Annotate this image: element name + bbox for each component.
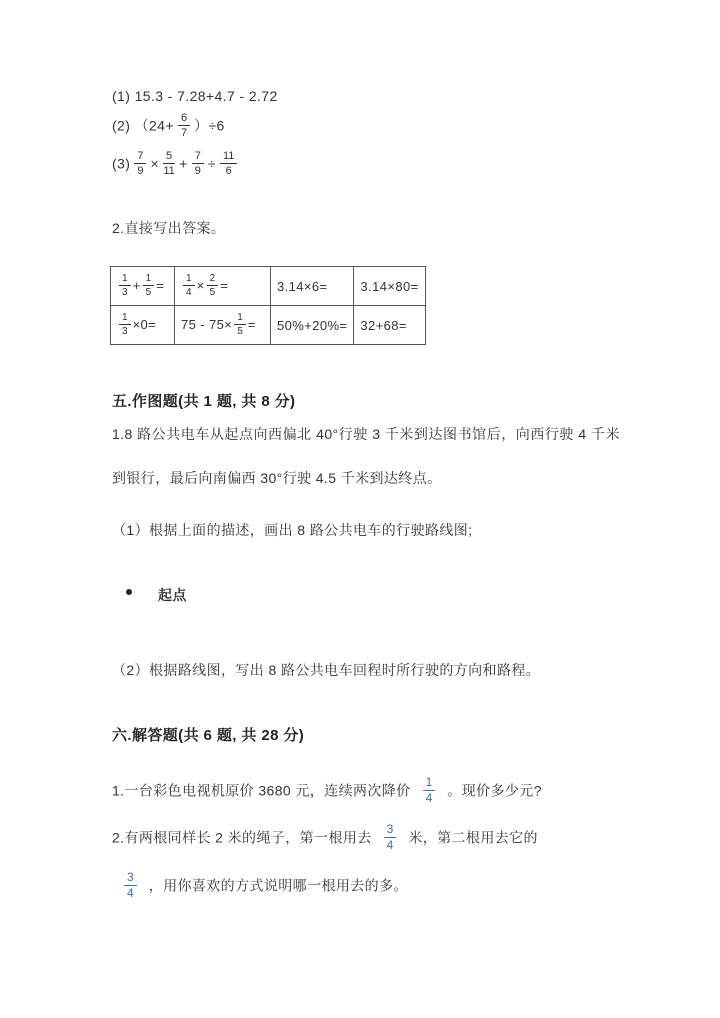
section6-heading (112, 724, 304, 745)
fraction (384, 823, 397, 852)
direct-answer-heading (112, 218, 225, 238)
fraction-denominator: 5 (209, 286, 216, 298)
fraction-numerator: 5 (163, 150, 175, 164)
fraction-denominator: 11 (163, 165, 175, 178)
fraction-numerator: 1 (143, 273, 155, 286)
fraction-numerator: 1 (119, 312, 131, 325)
fraction-denominator: 7 (180, 127, 188, 140)
fraction (207, 273, 219, 298)
fraction-numerator: 2 (207, 273, 219, 286)
fraction-numerator: 1 (183, 273, 195, 286)
fraction-denominator: 5 (145, 286, 152, 298)
table-row (111, 306, 426, 345)
table-cell-text: 3.14×80= (360, 278, 419, 294)
calc-problem-2-pre: (2) （24+ (112, 117, 174, 134)
calc-problem-2-post: ）÷6 (194, 117, 225, 134)
problem-rope-line2 (112, 872, 408, 901)
problem-tv-pre: 1.一台彩色电视机原价 3680 元，连续两次降价 (112, 782, 411, 799)
start-point (126, 585, 187, 605)
calc-problem-3 (112, 151, 241, 178)
fraction-denominator: 9 (137, 165, 144, 178)
start-point-label: 起点 (158, 587, 187, 603)
fraction-numerator: 3 (384, 823, 397, 838)
fraction-denominator: 3 (122, 286, 128, 298)
calc-problem-1-text: (1) 15.3 - 7.28+4.7 - 2.72 (112, 88, 278, 104)
fraction-denominator: 4 (186, 286, 192, 298)
problem-tv (112, 777, 542, 806)
answer-table (110, 266, 426, 345)
table-cell (354, 306, 425, 345)
fraction (163, 150, 175, 177)
fraction-denominator: 9 (194, 165, 201, 178)
fraction-numerator: 1 (423, 776, 436, 791)
fraction-denominator: 4 (386, 838, 394, 853)
fraction-numerator: 11 (220, 150, 237, 164)
fraction-numerator: 7 (192, 150, 204, 164)
equals-sign: = (156, 277, 165, 293)
section6-heading-text: 六.解答题(共 6 题, 共 28 分) (112, 727, 305, 744)
start-point-dot-icon (126, 589, 132, 595)
fraction (178, 112, 190, 139)
equals-sign: = (247, 316, 256, 332)
operator: × (150, 155, 160, 172)
operator: ÷ (207, 155, 216, 172)
fraction-denominator: 4 (127, 886, 134, 901)
fraction (192, 150, 204, 177)
fraction-denominator: 3 (122, 325, 128, 337)
fraction (234, 312, 246, 337)
equals-sign: = (220, 277, 229, 293)
table-cell (354, 267, 425, 306)
operator: + (179, 155, 188, 172)
table-cell (111, 267, 175, 306)
table-cell (111, 306, 175, 345)
subquestion-2 (112, 660, 540, 680)
calc-problem-3-label: (3) (112, 155, 131, 172)
table-cell (271, 306, 354, 345)
fraction (119, 312, 131, 337)
fraction-numerator: 3 (124, 871, 137, 886)
problem-rope-line2-text: ，用你喜欢的方式说明哪一根用去的多。 (148, 877, 408, 894)
operator: + (132, 277, 141, 293)
table-cell-text: ×0= (132, 316, 157, 332)
fraction-numerator: 6 (178, 112, 190, 126)
table-cell-text: 32+68= (360, 317, 407, 333)
fraction-denominator: 5 (237, 325, 243, 337)
fraction (220, 150, 237, 177)
operator: × (196, 277, 205, 293)
section5-heading-text: 五.作图题(共 1 题, 共 8 分) (112, 393, 296, 410)
calc-problem-2 (112, 113, 225, 140)
route-problem-text (112, 412, 620, 500)
fraction (183, 273, 195, 298)
subquestion-1 (112, 520, 472, 540)
calc-problem-1 (112, 88, 278, 104)
table-cell-text: 3.14×6= (277, 278, 328, 294)
subquestion-1-text: （1）根据上面的描述，画出 8 路公共电车的行驶路线图; (112, 522, 473, 538)
fraction-numerator: 7 (134, 150, 146, 164)
fraction-denominator: 6 (225, 165, 232, 178)
table-cell (175, 267, 271, 306)
problem-rope-line1 (112, 824, 538, 853)
section5-heading (112, 390, 295, 411)
fraction-denominator: 4 (425, 791, 433, 806)
table-cell (271, 267, 354, 306)
fraction (119, 273, 131, 298)
table-row (111, 267, 426, 306)
fraction (423, 776, 436, 805)
fraction (124, 871, 137, 900)
fraction-numerator: 1 (119, 273, 131, 286)
fraction-numerator: 1 (234, 312, 246, 325)
route-problem-text-body: 1.8 路公共电车从起点向西偏北 40°行驶 3 千米到达图书馆后，向西行驶 4 千米到银行，最后向南偏西 30°行驶 4.5 千米到达终点。 (112, 426, 620, 486)
problem-rope-pre: 2.有两根同样长 2 米的绳子，第一根用去 (112, 829, 372, 846)
fraction (143, 273, 155, 298)
subquestion-2-text: （2）根据路线图，写出 8 路公共电车回程时所行驶的方向和路程。 (112, 662, 541, 678)
table-cell (175, 306, 271, 345)
table-cell-text: 75 - 75× (181, 316, 233, 332)
problem-rope-post: 米，第二根用去它的 (408, 829, 538, 846)
fraction (134, 150, 146, 177)
table-cell-text: 50%+20%= (277, 317, 348, 333)
problem-tv-post: 。现价多少元? (447, 782, 542, 799)
direct-answer-heading-text: 2.直接写出答案。 (112, 220, 226, 236)
